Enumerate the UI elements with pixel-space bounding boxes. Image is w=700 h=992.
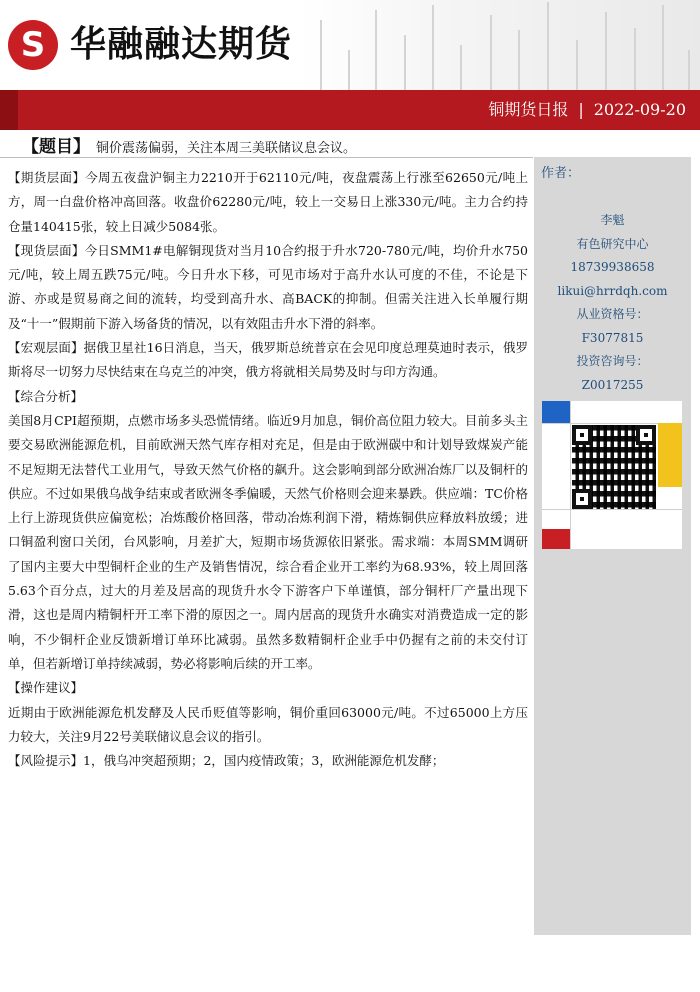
company-name: 华融融达期货: [70, 24, 293, 65]
company-logo-icon: S: [8, 20, 58, 70]
author-info: [534, 209, 691, 397]
author-department: 有色研究中心: [576, 236, 649, 251]
section-label: 【综合分析】: [8, 388, 84, 404]
author-label: 作者：: [541, 166, 581, 181]
section-advice-text: 近期由于欧洲能源危机发酵及人民币贬值等影响，铜价重回63000元/吨。不过65000上方压力较大，关注9月22号美联储议息会议的指引。: [8, 704, 528, 744]
topic-tag: 【题目】: [22, 137, 90, 157]
section-spot: [8, 239, 528, 336]
divider: [0, 157, 533, 158]
section-text: 据俄卫星社16日消息，当天，俄罗斯总统普京在会见印度总理莫迪时表示，俄罗斯将尽一切努力尽快结束在乌克兰的冲突，俄方将就相关局势及时与印方沟通。: [8, 340, 528, 380]
section-advice-label: [8, 676, 528, 700]
author-phone: 18739938658: [570, 260, 655, 274]
section-text: 1，俄乌冲突超预期；2，国内疫情政策；3，欧洲能源危机发酵；: [83, 753, 445, 769]
section-label: 【宏观层面】: [8, 340, 84, 356]
qualification-number: F3077815: [581, 330, 644, 345]
section-macro: [8, 336, 528, 385]
topic-text: 铜价震荡偏弱，关注本周三美联储议息会议。: [96, 141, 357, 156]
advisor-number: Z0017255: [581, 377, 644, 392]
section-label: 【现货层面】: [8, 242, 85, 258]
section-text: 今日SMM1#电解铜现货对当月10合约报于升水720-780元/吨，均价升水750元/吨，较上周五跌75元/吨。今日升水下移，可见市场对于高升水认可度的不佳，不论是下游、亦或是贸易商之间的流转，均受到高升水、高BACK的抑制。但需关注进入长单履行期及“十一”假期前下游入场备货的情况，以有效阻击升水下滑的斜率。: [8, 242, 528, 331]
report-date: 2022-09-20: [593, 100, 686, 119]
section-futures: [8, 166, 528, 239]
report-header: [0, 0, 700, 90]
section-risk: [8, 749, 528, 773]
author-name: 李魁: [600, 213, 625, 227]
section-label: 【期货层面】: [8, 170, 86, 185]
report-title: 铜期货日报: [488, 100, 569, 119]
header-decoration: [300, 0, 700, 90]
qr-code-icon: [572, 425, 656, 509]
author-email[interactable]: likui@hrrdqh.com: [557, 283, 668, 298]
section-analysis-label: [8, 385, 528, 409]
title-band: [0, 90, 700, 130]
section-label: 【风险提示】: [8, 753, 84, 769]
section-label: 【操作建议】: [8, 680, 84, 696]
author-sidebar: [534, 157, 691, 935]
section-text: 今周五夜盘沪铜主力2210开于62110元/吨，夜盘震荡上行涨至62650元/吨上方，周一白盘价格冲高回落。收盘价62280元/吨，较上一交易日上涨330元/吨。主力合约持仓量140415张，较上日减少5084张。: [8, 170, 528, 234]
qr-panel: [542, 401, 682, 549]
section-analysis-text: 美国8月CPI超预期，点燃市场多头恐慌情绪。临近9月加息，铜价高位阻力较大。目前多头主要交易欧洲能源危机，目前欧洲天然气库存相对充足，但是由于欧洲碳中和计划导致煤炭产能不足短期无法替代工业用气，导致天然气价格的飙升。这会影响到部分欧洲冶炼厂以及铜杆的供应。不过如果俄乌战争结束或者欧洲冬季偏暖，天然气价格则会迎来暴跌。供应端：TC价格上行上游现货供应偏宽松；冶炼酸价格回落，带动冶炼利润下滑，精炼铜供应释放料放缓；进口铜盈利窗口关闭，台风影响，月差扩大，短期市场货源依旧紧张。需求端：本周SMM调研了国内主要大中型铜杆企业的生产及销售情况，综合看企业开工率约为68.93%，较上周回落5.63个百分点，过大的月差及居高的现货升水令下游客户下单谨慎，部分铜杆厂产量出现下滑，这也是周内精铜杆开工率下滑的原因之一。周内居高的现货升水确实对消费造成一定的影响，不少铜杆企业反馈新增订单环比减弱。虽然多数精铜杆企业手中仍握有之前的未交付订单，但若新增订单持续减弱，势必将影响后续的开工率。: [8, 412, 528, 671]
qualification-label: 从业资格号：: [576, 307, 649, 321]
title-separator: |: [578, 100, 584, 119]
report-body: [8, 166, 528, 773]
advisor-label: 投资咨询号：: [576, 354, 649, 368]
